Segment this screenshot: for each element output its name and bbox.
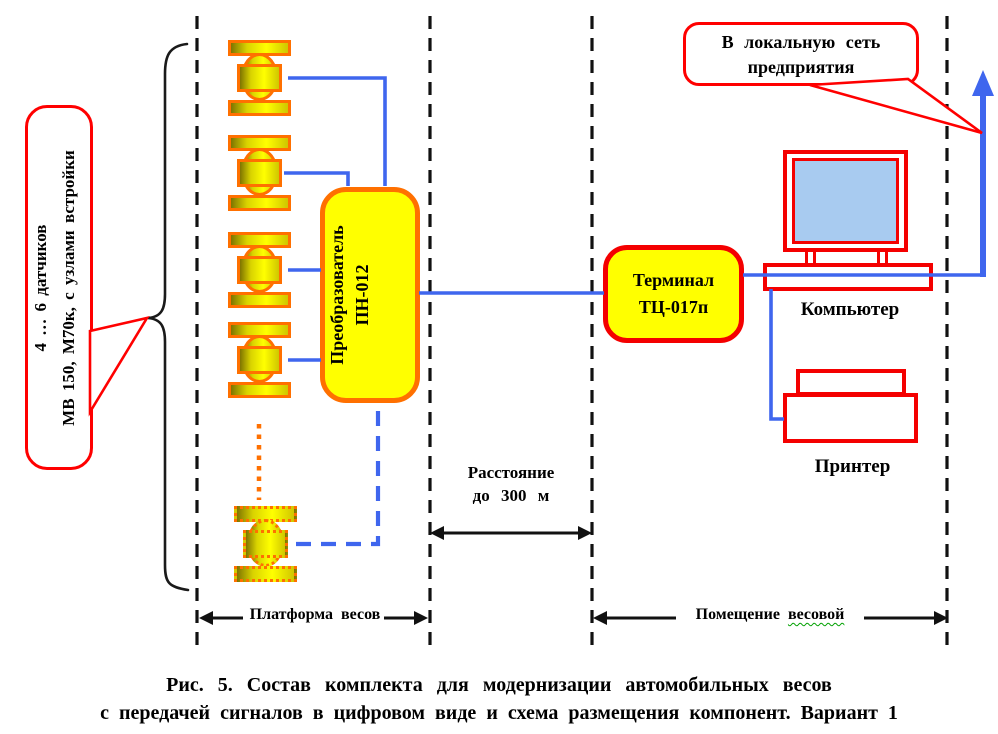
load-cell-sensor-icon	[228, 40, 291, 116]
printer-label: Принтер	[814, 456, 891, 477]
sensors-callout-tail-icon	[90, 318, 147, 412]
room-word-2: весовой	[787, 606, 845, 623]
distance-arrow-right-icon	[578, 526, 592, 540]
converter-label	[325, 187, 415, 403]
converter-model: ПН-012	[352, 264, 372, 326]
computer-label: Компьютер	[800, 299, 900, 320]
figure-caption	[0, 671, 998, 727]
converter-box	[320, 187, 420, 403]
computer-base-icon	[763, 263, 933, 291]
load-cell-sensor-icon	[228, 322, 291, 398]
room-word-1: Помещение	[695, 606, 780, 623]
platform-arrow-left-icon	[199, 611, 213, 625]
printer-top-icon	[796, 369, 906, 396]
sensor-body-icon	[243, 530, 288, 558]
caption-line1: Рис. 5. Состав комплекта для модернизации автомобильных весов	[166, 674, 832, 696]
terminal-label	[608, 267, 739, 321]
platform-arrow-right-icon	[414, 611, 428, 625]
load-cell-sensor-icon	[228, 232, 291, 308]
room-zone-label	[682, 606, 858, 624]
sensor-plate-icon	[228, 382, 291, 398]
load-cell-sensor-icon	[228, 135, 291, 211]
sensor-plate-icon	[228, 195, 291, 211]
distance-line1: Расстояние	[467, 463, 555, 482]
network-arrow-up-icon	[972, 70, 994, 96]
optional-load-cell-sensor-icon	[234, 506, 297, 582]
sensors-callout-line2: МВ 150, М70к, с узлами встройки	[59, 149, 78, 426]
network-callout-line2: предприятия	[747, 57, 855, 77]
room-arrow-left-icon	[593, 611, 607, 625]
sensor-body-icon	[237, 346, 282, 374]
platform-zone-label: Платформа весов	[249, 606, 381, 623]
sensor-body-icon	[237, 64, 282, 92]
sensors-callout-label	[27, 108, 91, 468]
sensor-body-icon	[237, 159, 282, 187]
sensor-plate-icon	[228, 292, 291, 308]
sensor2-wire	[284, 173, 348, 186]
terminal-model: ТЦ-017п	[638, 297, 709, 317]
caption-line2: с передачей сигналов в цифровом виде и схема размещения компонент. Вариант 1	[100, 702, 898, 724]
distance-line2: до 300 м	[472, 486, 550, 505]
network-callout-line1: В локальную сеть	[721, 32, 881, 52]
sensor-body-icon	[237, 256, 282, 284]
sensors-callout-line1: 4 … 6 датчиков	[31, 224, 50, 351]
terminal-box	[603, 245, 744, 343]
sensor-plate-icon	[228, 100, 291, 116]
distance-label	[432, 461, 590, 507]
network-callout-tail-icon	[810, 79, 982, 133]
network-callout	[683, 22, 919, 86]
distance-arrow-left-icon	[430, 526, 444, 540]
printer-body-icon	[783, 393, 918, 443]
sensors-callout	[25, 105, 93, 470]
monitor-screen-icon	[792, 158, 899, 244]
terminal-name: Терминал	[632, 270, 715, 290]
network-callout-label	[686, 30, 916, 80]
sensors-group-brace-icon	[148, 44, 188, 590]
converter-name: Преобразователь	[327, 225, 347, 365]
room-arrow-right-icon	[934, 611, 948, 625]
sensor1-wire	[288, 78, 385, 186]
optional-sensor-dashed-wire	[296, 405, 378, 544]
sensor-plate-icon	[234, 566, 297, 582]
